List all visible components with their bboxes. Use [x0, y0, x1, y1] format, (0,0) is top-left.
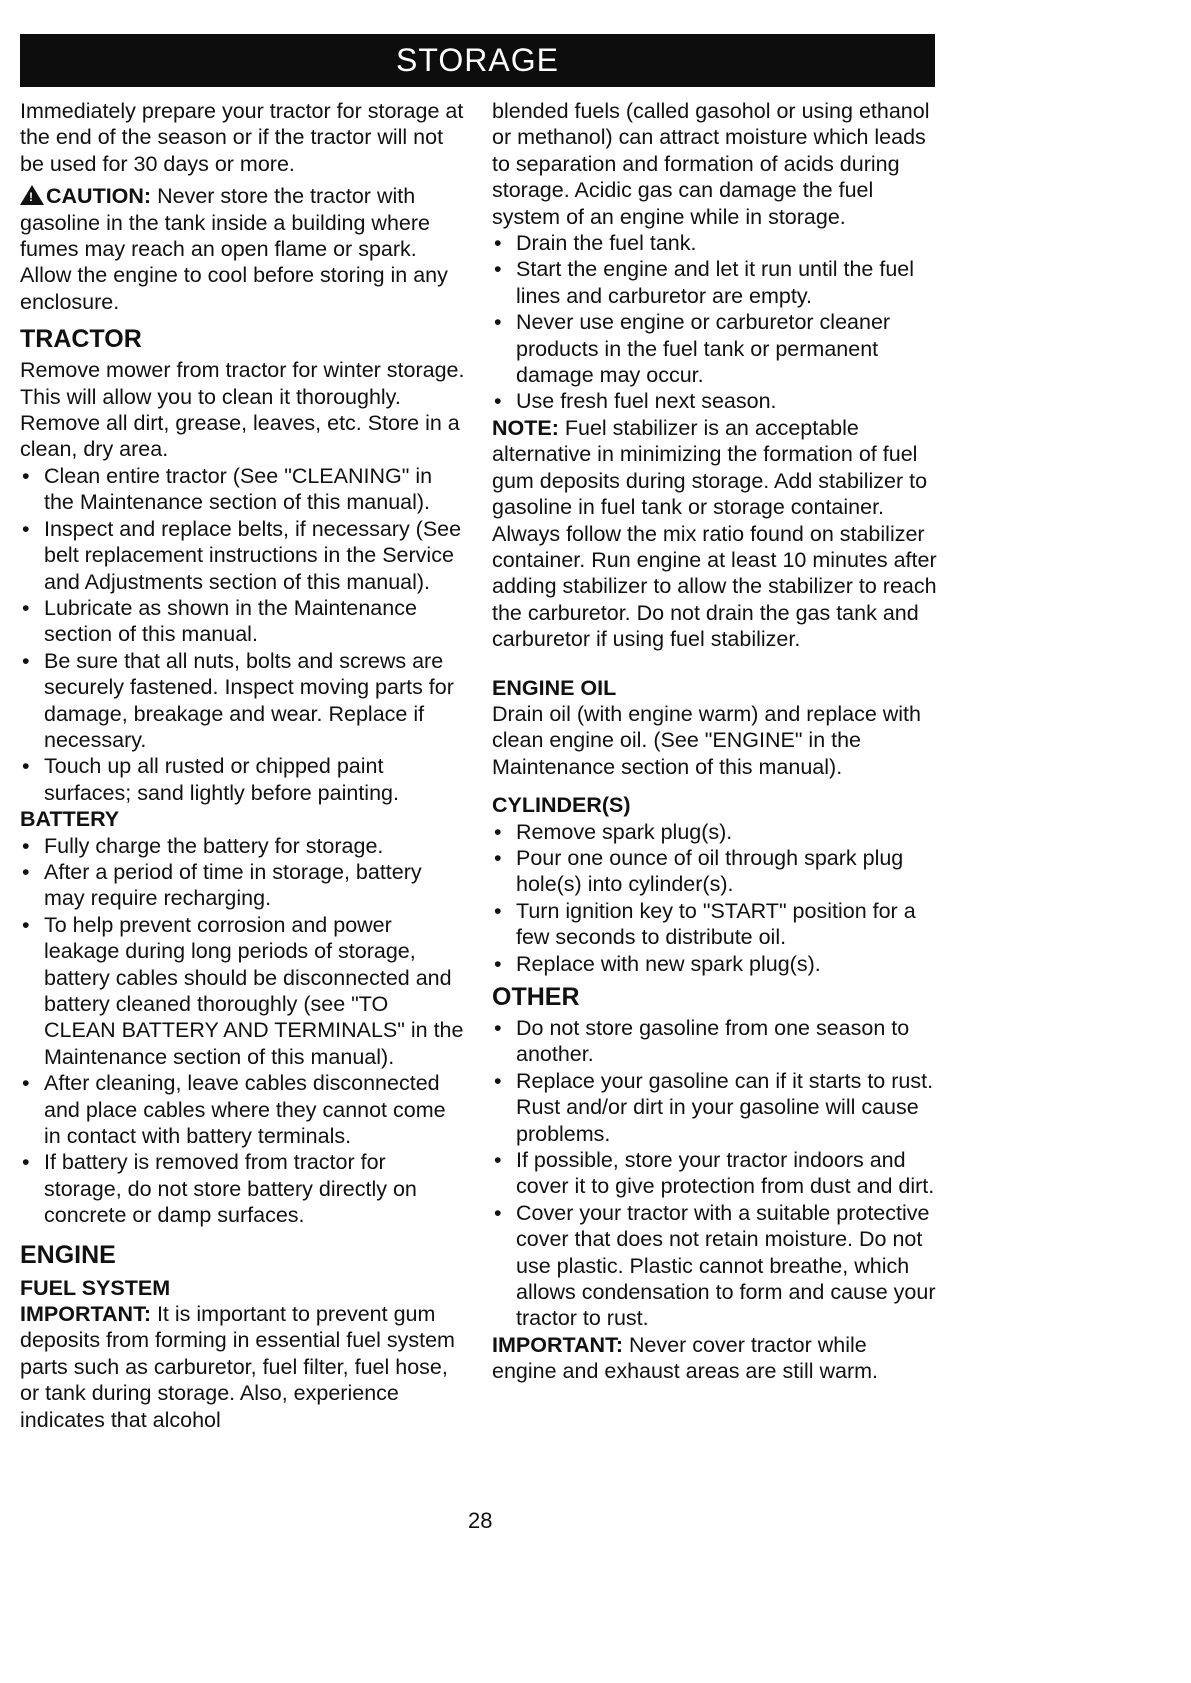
engine-oil-text: Drain oil (with engine warm) and replace with clean engine oil. (See "ENGINE" in the Maintenance section of this manual).: [492, 701, 921, 779]
list-item: • If battery is removed from tractor for storage, do not store battery directly on concrete or damp surfaces.: [20, 1149, 465, 1228]
list-item: • Never use engine or carburetor cleaner products in the fuel tank or permanent damage may occur.: [492, 309, 937, 388]
section-banner: STORAGE: [20, 34, 935, 87]
list-item: • Drain the fuel tank.: [492, 230, 937, 256]
important2-text: Never cover tractor while engine and exhaust areas are still warm.: [492, 1332, 879, 1384]
battery-heading: BATTERY: [20, 807, 120, 832]
list-item: • Touch up all rusted or chipped paint surfaces; sand lightly before painting.: [20, 753, 465, 806]
caution-label: CAUTION:: [46, 184, 152, 209]
other-list: [492, 1015, 937, 1332]
list-item: • Remove spark plug(s).: [492, 819, 937, 845]
list-item: • After a period of time in storage, battery may require recharging.: [20, 859, 465, 912]
spacer: [492, 653, 937, 671]
cylinders-list: [492, 819, 937, 977]
list-item: • After cleaning, leave cables disconnected and place cables where they cannot come in contact with battery terminals.: [20, 1070, 465, 1149]
caution-text: Never store the tractor with gasoline in the tank inside a building where fumes may reach an open flame or spark. Allow the engine to cool before storing in any enclosure.: [20, 184, 448, 314]
list-item: • Clean entire tractor (See "CLEANING" in the Maintenance section of this manual).: [20, 463, 465, 516]
tractor-heading: TRACTOR: [20, 325, 142, 354]
important-paragraph: [20, 1301, 465, 1433]
fuel-list: [492, 230, 937, 415]
right-column: [492, 98, 937, 1385]
list-item: • Do not store gasoline from one season to another.: [492, 1015, 937, 1068]
engine-oil-heading: ENGINE OIL: [492, 675, 617, 700]
list-item: • Use fresh fuel next season.: [492, 388, 937, 414]
list-item: • Replace with new spark plug(s).: [492, 951, 937, 977]
note-label: NOTE:: [492, 415, 559, 440]
list-item: • Start the engine and let it run until the fuel lines and carburetor are empty.: [492, 256, 937, 309]
note-text: Fuel stabilizer is an acceptable alternative in minimizing the formation of fuel gum deposits during storage. Add stabilizer to gasoline in fuel tank or storage container. Always follow the mix ratio found on stabilizer container. Run engine at least 10 minutes after adding stabilizer to allow the stabilizer to reach the carburetor. Do not drain the gas tank and carburetor if using fuel stabilizer.: [492, 415, 937, 652]
important2-label: IMPORTANT:: [492, 1332, 623, 1357]
fuel-system-heading: FUEL SYSTEM: [20, 1275, 171, 1300]
warning-triangle-icon: [20, 185, 44, 205]
list-item: • To help prevent corrosion and power leakage during long periods of storage, battery cables should be disconnected and battery cleaned thoroughly (see "TO CLEAN BATTERY AND TERMINALS" in the Maintenance section of this manual).: [20, 912, 465, 1070]
important-text: It is important to prevent gum deposits from forming in essential fuel system parts such as carburetor, fuel filter, fuel hose, or tank during storage. Also, experience indicates that alcohol: [20, 1302, 455, 1432]
list-item: • Fully charge the battery for storage.: [20, 833, 465, 859]
other-heading: OTHER: [492, 983, 580, 1011]
list-item: • Turn ignition key to "START" position for a few seconds to distribute oil.: [492, 898, 937, 951]
engine-heading: ENGINE: [20, 1240, 116, 1269]
battery-list: [20, 833, 465, 1229]
left-column: [20, 98, 465, 1433]
intro-paragraph: Immediately prepare your tractor for storage at the end of the season or if the tractor will not be used for 30 days or more.: [20, 99, 464, 176]
fuel-continuation: blended fuels (called gasohol or using ethanol or methanol) can attract moisture which leads to separation and formation of acids during storage. Acidic gas can damage the fuel system of an engine while in storage.: [492, 99, 930, 229]
tractor-intro: Remove mower from tractor for winter storage. This will allow you to clean it thoroughly. Remove all dirt, grease, leaves, etc. Store in a clean, dry area.: [20, 358, 465, 462]
list-item: • Inspect and replace belts, if necessary (See belt replacement instructions in the Service and Adjustments section of this manual).: [20, 516, 465, 595]
list-item: • Lubricate as shown in the Maintenance section of this manual.: [20, 595, 465, 648]
list-item: • Pour one ounce of oil through spark plug hole(s) into cylinder(s).: [492, 845, 937, 898]
note-paragraph: [492, 415, 937, 653]
cylinders-heading: CYLINDER(S): [492, 793, 631, 818]
page-number: 28: [468, 1508, 493, 1533]
list-item: • Replace your gasoline can if it starts to rust. Rust and/or dirt in your gasoline will cause problems.: [492, 1068, 937, 1147]
list-item: • Be sure that all nuts, bolts and screws are securely fastened. Inspect moving parts for damage, breakage and wear. Replace if necessary.: [20, 648, 465, 754]
important-label: IMPORTANT:: [20, 1302, 151, 1327]
tractor-list: [20, 463, 465, 806]
caution-paragraph: [20, 183, 465, 315]
list-item: • Cover your tractor with a suitable protective cover that does not retain moisture. Do not use plastic. Plastic cannot breathe, which allows condensation to form and cause your tractor to rust.: [492, 1200, 937, 1332]
list-item: • If possible, store your tractor indoors and cover it to give protection from dust and dirt.: [492, 1147, 937, 1200]
important2-paragraph: [492, 1332, 937, 1385]
